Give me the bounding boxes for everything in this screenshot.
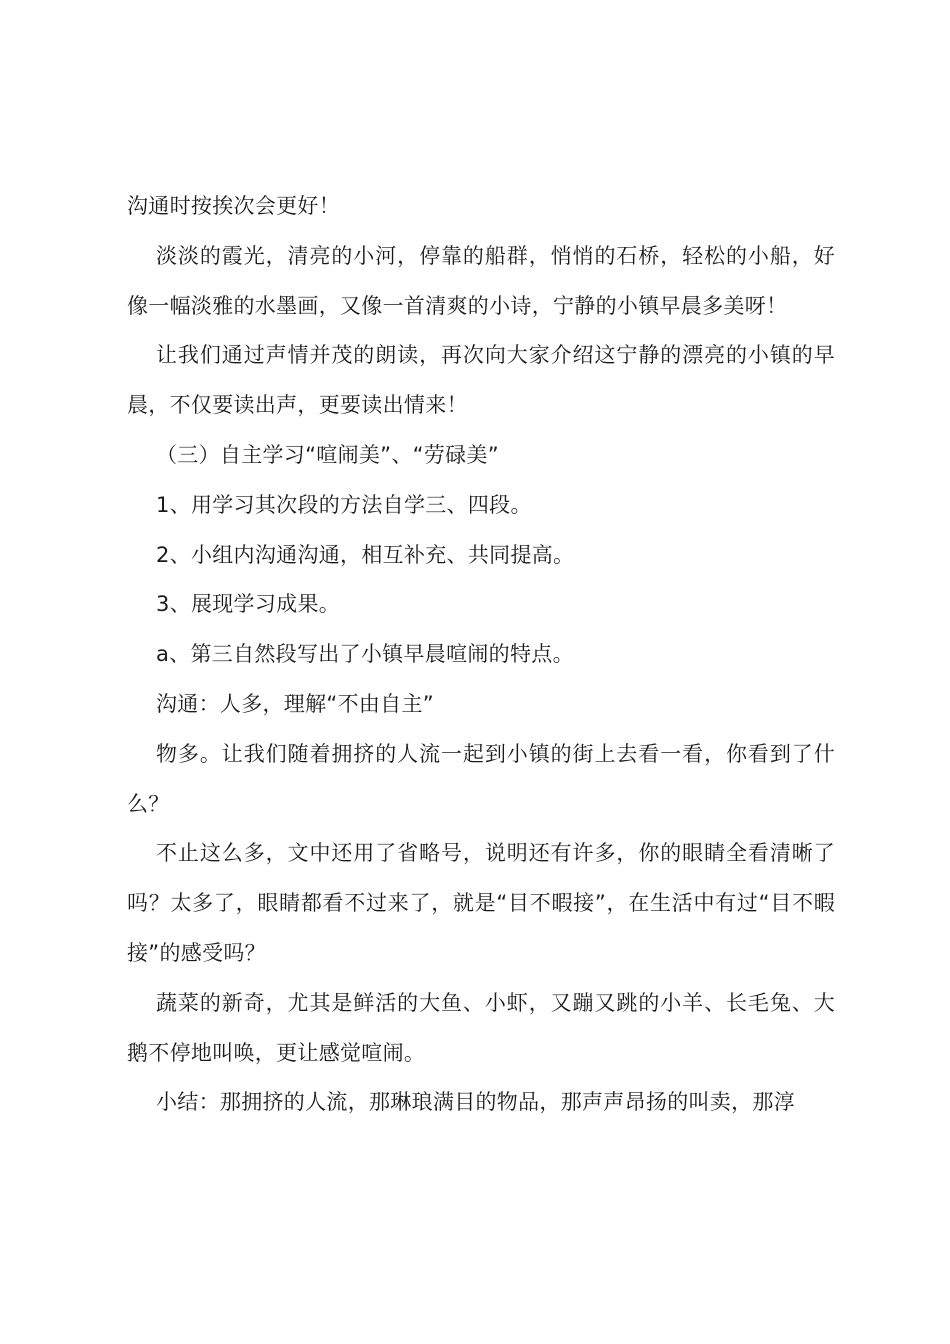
paragraph: 蔬菜的新奇，尤其是鲜活的大鱼、小虾，又蹦又跳的小羊、长毛兔、大鹅不停地叫唤，更让感觉喧闹。 [127, 990, 835, 1065]
body-text [127, 182, 835, 1128]
paragraph: 沟通：人多，理解“不由自主” [156, 691, 434, 716]
list-item: 3、展现学习成果。 [156, 592, 341, 617]
sub-item: a、第三自然段写出了小镇早晨喧闹的特点。 [156, 642, 574, 667]
paragraph: 小结：那拥挤的人流，那琳琅满目的物品，那声声昂扬的叫卖，那淳 [156, 1090, 795, 1115]
paragraph: 让我们通过声情并茂的朗读，再次向大家介绍这宁静的漂亮的小镇的早晨，不仅要读出声，更要读出情来！ [127, 343, 835, 418]
paragraph: 不止这么多，文中还用了省略号，说明还有许多，你的眼睛全看清晰了吗？太多了，眼睛都看不过来了，就是“目不暇接”，在生活中有过“目不暇接”的感受吗？ [127, 841, 835, 965]
paragraph: 物多。让我们随着拥挤的人流一起到小镇的街上去看一看，你看到了什么？ [127, 741, 835, 816]
paragraph: 淡淡的霞光，清亮的小河，停靠的船群，悄悄的石桥，轻松的小船，好像一幅淡雅的水墨画，又像一首清爽的小诗，宁静的小镇早晨多美呀！ [127, 243, 835, 318]
section-heading: （三）自主学习“喧闹美”、“劳碌美” [156, 442, 499, 467]
list-item: 2、小组内沟通沟通，相互补充、共同提高。 [156, 542, 575, 567]
list-item: 1、用学习其次段的方法自学三、四段。 [156, 492, 532, 517]
paragraph: 沟通时按挨次会更好！ [127, 194, 340, 218]
